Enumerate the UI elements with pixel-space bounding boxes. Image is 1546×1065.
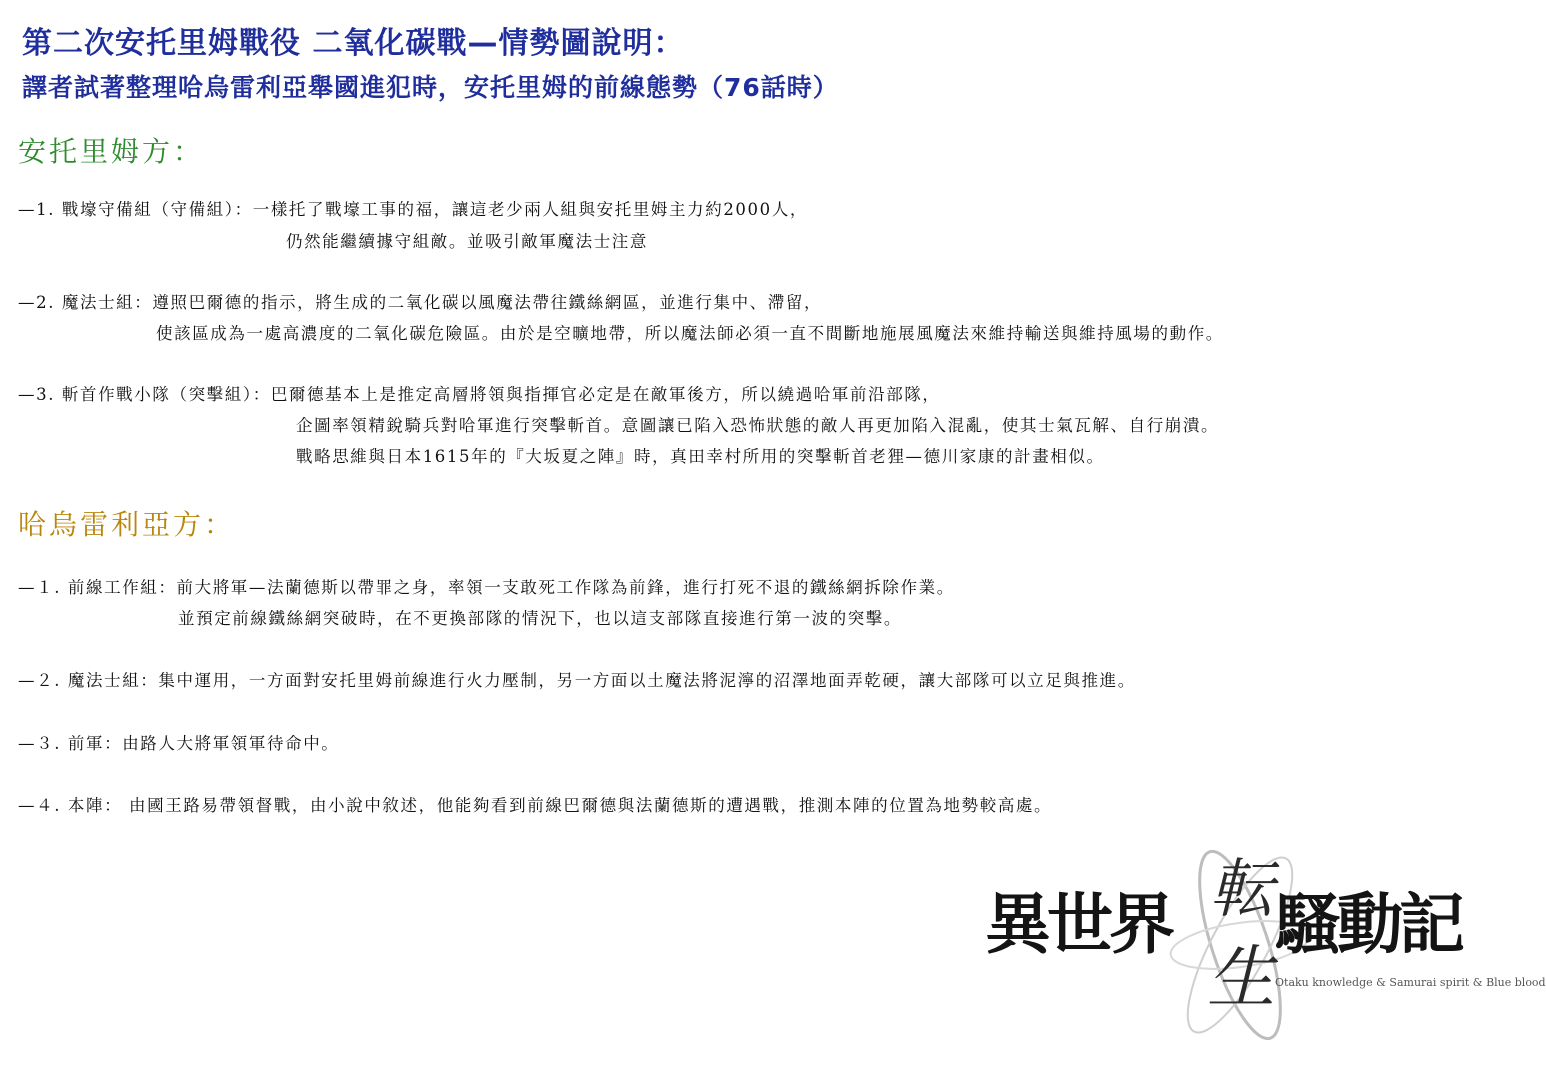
antolim-item-3: —3. 斬首作戰小隊（突擊組）：巴爾德基本上是推定高層將領與指揮官必定是在敵軍後方，所以繞過哈軍前沿部隊， (18, 385, 941, 404)
hauraria-item-4: —４. 本陣： 由國王路易帶領督戰，由小說中敘述，他能夠看到前線巴爾德與法蘭德斯的遭遇戰，推測本陣的位置為地勢較高處。 (18, 796, 1053, 815)
antolim-item-2: —2. 魔法士組：遵照巴爾德的指示，將生成的二氧化碳以風魔法帶往鐵絲網區，並進行集中、滯留， (18, 293, 823, 312)
antolim-item-3-cont-1: 企圖率領精銳騎兵對哈軍進行突擊斬首。意圖讓已陷入恐怖狀態的敵人再更加陷入混亂，使其士氣瓦解、自行崩潰。 (296, 416, 1220, 435)
page-title: 第二次安托里姆戰役 二氧化碳戰—情勢圖說明： (22, 26, 685, 61)
hauraria-item-1-cont: 並預定前線鐵絲網突破時，在不更換部隊的情況下，也以這支部隊直接進行第一波的突擊。 (178, 609, 902, 628)
logo-text-left: 異世界 (985, 886, 1171, 963)
antolim-item-3-cont-2: 戰略思維與日本1615年的『大坂夏之陣』時，真田幸村所用的突擊斬首老狸—德川家康的計畫相似。 (296, 447, 1105, 466)
hauraria-item-1: —１. 前線工作組：前大將軍—法蘭德斯以帶罪之身，率領一支敢死工作隊為前鋒，進行打死不退的鐵絲網拆除作業。 (18, 578, 955, 597)
section-heading-hauraria: 哈烏雷利亞方： (18, 508, 236, 541)
antolim-item-1-cont: 仍然能繼續據守組敵。並吸引敵軍魔法士注意 (286, 232, 648, 251)
page-subtitle: 譯者試著整理哈烏雷利亞舉國進犯時，安托里姆的前線態勢（76話時） (22, 73, 839, 102)
logo-text-vertical-top: 転 (1210, 853, 1274, 927)
logo-text-right: 騷動記 (1275, 886, 1461, 963)
hauraria-item-2: —２. 魔法士組：集中運用，一方面對安托里姆前線進行火力壓制，另一方面以土魔法將泥濘的沼澤地面弄乾硬，讓大部隊可以立足與推進。 (18, 671, 1136, 690)
section-heading-antolim: 安托里姆方： (18, 135, 205, 168)
series-logo (985, 840, 1546, 1055)
logo-text-vertical-bottom: 生 (1207, 939, 1276, 1018)
hauraria-item-3: —３. 前軍：由路人大將軍領軍待命中。 (18, 734, 340, 753)
antolim-item-2-cont: 使該區成為一處高濃度的二氧化碳危險區。由於是空曠地帶，所以魔法師必須一直不間斷地施展風魔法來維持輸送與維持風場的動作。 (156, 324, 1224, 343)
logo-subtitle: Otaku knowledge & Samurai spirit & Blue blood (1275, 976, 1546, 989)
antolim-item-1: —1. 戰壕守備組（守備組）：一樣托了戰壕工事的福，讓這老少兩人組與安托里姆主力約2000人， (18, 200, 808, 219)
